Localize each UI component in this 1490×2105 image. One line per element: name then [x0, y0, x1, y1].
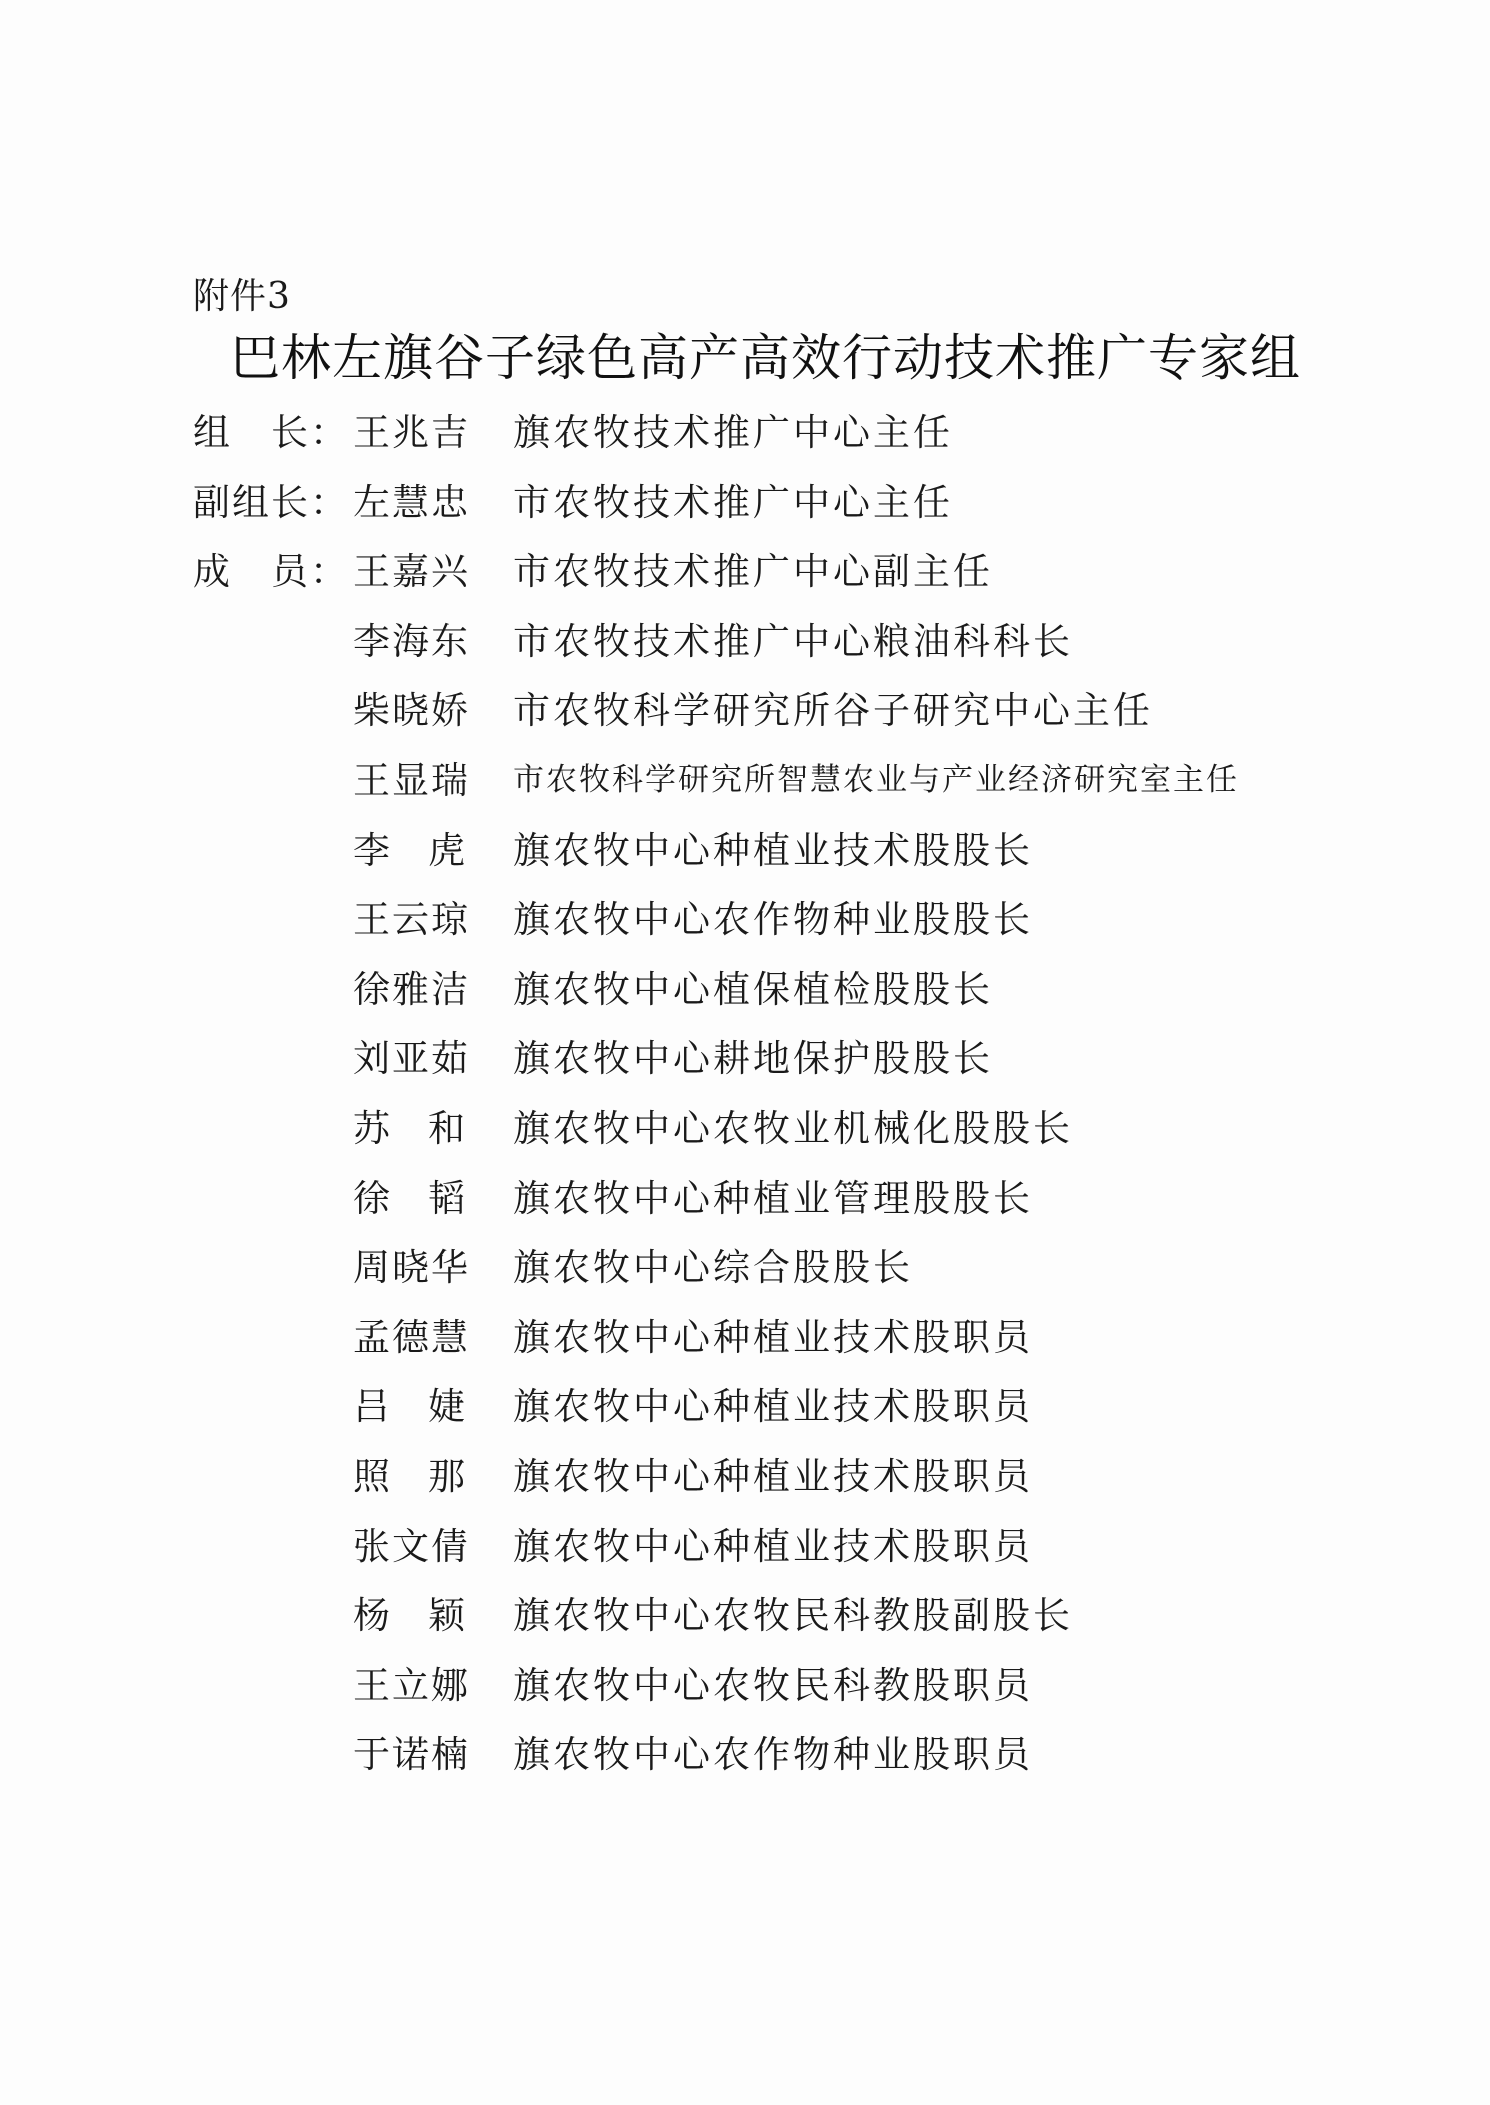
member-position: 旗农牧中心综合股股长: [513, 1246, 913, 1290]
member-row: [193, 955, 1343, 1025]
member-position: 旗农牧中心农牧民科教股副股长: [513, 1594, 1073, 1638]
member-position: 旗农牧中心种植业技术股职员: [513, 1385, 1033, 1429]
member-row: [193, 1372, 1343, 1442]
member-name: 柴晓娇: [353, 689, 470, 733]
member-name: 孟德慧: [353, 1315, 470, 1359]
member-row: [193, 468, 1343, 538]
member-name: 王云琼: [353, 898, 470, 942]
member-row: [193, 607, 1343, 677]
member-row: [193, 1581, 1343, 1651]
member-position: 旗农牧中心耕地保护股股长: [513, 1037, 993, 1081]
member-row: [193, 885, 1343, 955]
member-position: 旗农牧中心植保植检股股长: [513, 967, 993, 1011]
member-list: [193, 398, 1343, 1790]
member-position: 旗农牧技术推广中心主任: [513, 411, 953, 454]
member-position: 市农牧技术推广中心粮油科科长: [513, 619, 1073, 663]
member-row: [193, 746, 1343, 816]
member-name: 王立娜: [353, 1663, 470, 1707]
member-role: 成 员：: [193, 550, 349, 594]
member-position: 旗农牧中心农作物种业股股长: [513, 898, 1033, 942]
member-role: 副组长：: [193, 480, 349, 524]
attachment-label: 附件3: [193, 276, 291, 317]
member-position: 旗农牧中心种植业技术股股长: [513, 828, 1033, 872]
member-name: 王兆吉: [353, 411, 470, 454]
member-name: 吕婕: [353, 1385, 503, 1429]
member-name: 王显瑞: [353, 758, 470, 802]
member-row: [193, 537, 1343, 607]
member-name: 刘亚茹: [353, 1037, 470, 1081]
member-position: 旗农牧中心种植业技术股职员: [513, 1524, 1033, 1568]
member-name: 左慧忠: [353, 480, 470, 524]
member-row: [193, 1233, 1343, 1303]
member-position: 旗农牧中心农作物种业股职员: [513, 1733, 1033, 1777]
member-name: 苏和: [353, 1106, 503, 1150]
member-position: 市农牧科学研究所智慧农业与产业经济研究室主任: [513, 761, 1239, 798]
member-name: 徐雅洁: [353, 967, 470, 1011]
member-row: [193, 1442, 1343, 1512]
member-row: [193, 1303, 1343, 1373]
document-title: 巴林左旗谷子绿色高产高效行动技术推广专家组: [230, 329, 1301, 387]
member-position: 旗农牧中心农牧业机械化股股长: [513, 1106, 1073, 1150]
member-position: 市农牧技术推广中心副主任: [513, 550, 993, 594]
member-position: 旗农牧中心种植业管理股股长: [513, 1176, 1033, 1220]
member-name: 李海东: [353, 619, 470, 663]
member-name: 徐韬: [353, 1176, 503, 1220]
member-row: [193, 1024, 1343, 1094]
member-position: 旗农牧中心种植业技术股职员: [513, 1315, 1033, 1359]
member-position: 市农牧技术推广中心主任: [513, 480, 953, 524]
member-name: 照那: [353, 1454, 503, 1498]
member-position: 市农牧科学研究所谷子研究中心主任: [513, 689, 1153, 733]
member-name: 杨颖: [353, 1594, 503, 1638]
member-position: 旗农牧中心农牧民科教股职员: [513, 1663, 1033, 1707]
member-name: 李虎: [353, 828, 503, 872]
member-position: 旗农牧中心种植业技术股职员: [513, 1454, 1033, 1498]
member-name: 王嘉兴: [353, 550, 470, 594]
member-row: [193, 1651, 1343, 1721]
member-role: 组 长：: [193, 411, 349, 454]
member-row: [193, 1512, 1343, 1582]
member-name: 张文倩: [353, 1524, 470, 1568]
member-name: 周晓华: [353, 1246, 470, 1290]
member-row: [193, 1094, 1343, 1164]
member-row: [193, 1720, 1343, 1790]
member-name: 于诺楠: [353, 1733, 470, 1777]
member-row: [193, 398, 1343, 468]
member-row: [193, 1164, 1343, 1234]
member-row: [193, 676, 1343, 746]
member-row: [193, 816, 1343, 886]
